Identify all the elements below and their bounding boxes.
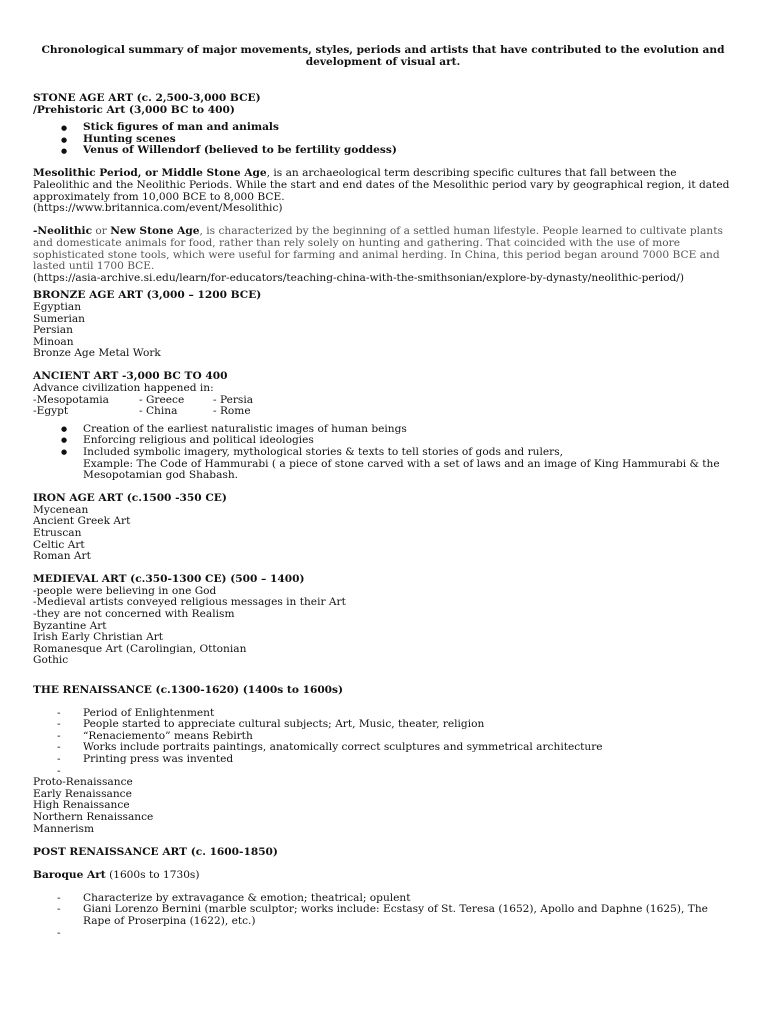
list-item: ● Stick figures of man and animals	[33, 122, 733, 134]
list-item: Etruscan	[33, 527, 82, 539]
ancient-art-heading: ANCIENT ART -3,000 BC TO 400	[33, 370, 228, 383]
list-item: Proto-Renaissance	[33, 776, 133, 789]
mesolithic-text: , is an archaeological term describing specific cultures that fall between the Paleolithic and the Neolithic Periods. While the start and end dates of the Mesolithic period vary by geographical region, it dated approximately from 10,000 BCE to 8,000 BCE.	[33, 167, 730, 203]
list-item: Ancient Greek Art	[33, 515, 131, 528]
mesolithic-term: Mesolithic Period, or Middle Stone Age	[33, 167, 267, 180]
stone-age-list	[33, 122, 733, 157]
prehistoric-heading: /Prehistoric Art (3,000 BC to 400)	[33, 103, 235, 116]
civilization-row	[33, 395, 733, 407]
neolithic-or: or	[92, 225, 111, 238]
civilization-row	[33, 406, 733, 418]
civilization: - Greece	[139, 393, 185, 406]
mesolithic-paragraph	[33, 168, 733, 203]
ancient-intro: Advance civilization happened in:	[33, 381, 214, 394]
iron-age-heading: IRON AGE ART (c.1500 -350 CE)	[33, 492, 227, 505]
neolithic-source: (https://asia-archive.si.edu/learn/for-educators/teaching-china-with-the-smithsonian/explore-by-dynasty/neolithic-period/)	[33, 271, 684, 284]
neolithic-dash: -	[33, 225, 38, 238]
list-item: -Medieval artists conveyed religious messages in their Art	[33, 596, 346, 609]
list-item: Bronze Age Metal Work	[33, 347, 161, 360]
list-item: ● Creation of the earliest naturalistic images of human beings	[33, 424, 733, 436]
list-item: Gothic	[33, 654, 69, 667]
list-item: Byzantine Art	[33, 619, 107, 632]
baroque-list	[33, 893, 733, 939]
baroque-term: Baroque Art	[33, 868, 106, 881]
ancient-list	[33, 424, 733, 459]
list-item: - Printing press was invented	[33, 754, 733, 766]
document-page	[33, 44, 733, 939]
list-item: Minoan	[33, 335, 74, 348]
list-item: - Works include portraits paintings, anatomically correct sculptures and symmetrical architecture	[33, 742, 733, 754]
list-item: Romanesque Art (Carolingian, Ottonian	[33, 642, 247, 655]
new-stone-age-term: New Stone Age	[110, 225, 200, 238]
renaissance-heading: THE RENAISSANCE (c.1300-1620) (1400s to 1600s)	[33, 683, 344, 696]
list-item: Egyptian	[33, 300, 82, 313]
renaissance-list	[33, 708, 733, 778]
list-item: Northern Renaissance	[33, 810, 154, 823]
list-item: Sumerian	[33, 312, 85, 325]
hammurabi-example: Example: The Code of Hammurabi ( a piece of stone carved with a set of laws and an image of King Hammurabi & the Mesopotamian god Shabash.	[83, 457, 720, 482]
neolithic-text: , is characterized by the beginning of a settled human lifestyle. People learned to cultivate plants and domesticate animals for food, rather than rely solely on hunting and gathering. That coincided with the use of more sophisticated stone tools, which were useful for farming and animal herding. In China, this period began around 7000 BCE and lasted until 1700 BCE.	[33, 225, 723, 273]
list-item: - “Renaciemento” means Rebirth	[33, 731, 733, 743]
post-renaissance-heading: POST RENAISSANCE ART (c. 1600-1850)	[33, 845, 278, 858]
list-item: ● Venus of Willendorf (believed to be fertility goddess)	[33, 145, 733, 157]
list-item: -people were believing in one God	[33, 584, 217, 597]
list-item: Roman Art	[33, 550, 91, 563]
list-item: Persian	[33, 324, 73, 337]
civilization: - China	[139, 405, 178, 418]
civilization: - Rome	[213, 405, 251, 418]
list-item	[33, 766, 733, 778]
list-item: Mycenean	[33, 503, 89, 516]
civilization: - Persia	[213, 393, 254, 406]
list-item: - People started to appreciate cultural subjects; Art, Music, theater, religion	[33, 719, 733, 731]
mesolithic-source: (https://www.britannica.com/event/Mesolithic)	[33, 202, 283, 215]
list-item: ● Included symbolic imagery, mythological stories & texts to tell stories of gods and rulers,	[33, 447, 733, 459]
neolithic-paragraph	[33, 226, 733, 272]
list-item: -they are not concerned with Realism	[33, 608, 235, 621]
civilization: -Egypt	[33, 405, 69, 418]
list-item	[33, 928, 733, 940]
list-item: ● Hunting scenes	[33, 134, 733, 146]
baroque-subheading	[33, 870, 733, 882]
medieval-heading: MEDIEVAL ART (c.350-1300 CE) (500 – 1400)	[33, 573, 305, 586]
list-item: Early Renaissance	[33, 787, 132, 800]
list-item: - Giani Lorenzo Bernini (marble sculptor; works include: Ecstasy of St. Teresa (1652), Apollo and Daphne (1625), The Rape of Proserpina (1622), etc.)	[33, 904, 733, 927]
list-item: High Renaissance	[33, 799, 130, 812]
neolithic-term: Neolithic	[37, 225, 93, 238]
list-item: ● Enforcing religious and political ideologies	[33, 435, 733, 447]
list-item: - Period of Enlightenment	[33, 708, 733, 720]
bronze-age-heading: BRONZE AGE ART (3,000 – 1200 BCE)	[33, 289, 262, 302]
stone-age-heading: STONE AGE ART (c. 2,500-3,000 BCE)	[33, 92, 261, 104]
list-item: Irish Early Christian Art	[33, 631, 164, 644]
baroque-dates: (1600s to 1730s)	[105, 868, 200, 881]
list-item: Mannerism	[33, 822, 95, 835]
document-title: Chronological summary of major movements, styles, periods and artists that have contributed to the evolution and development of visual art.	[41, 44, 725, 68]
civilization: -Mesopotamia	[33, 393, 109, 406]
list-item: Celtic Art	[33, 538, 85, 551]
list-item: - Characterize by extravagance & emotion; theatrical; opulent	[33, 893, 733, 905]
